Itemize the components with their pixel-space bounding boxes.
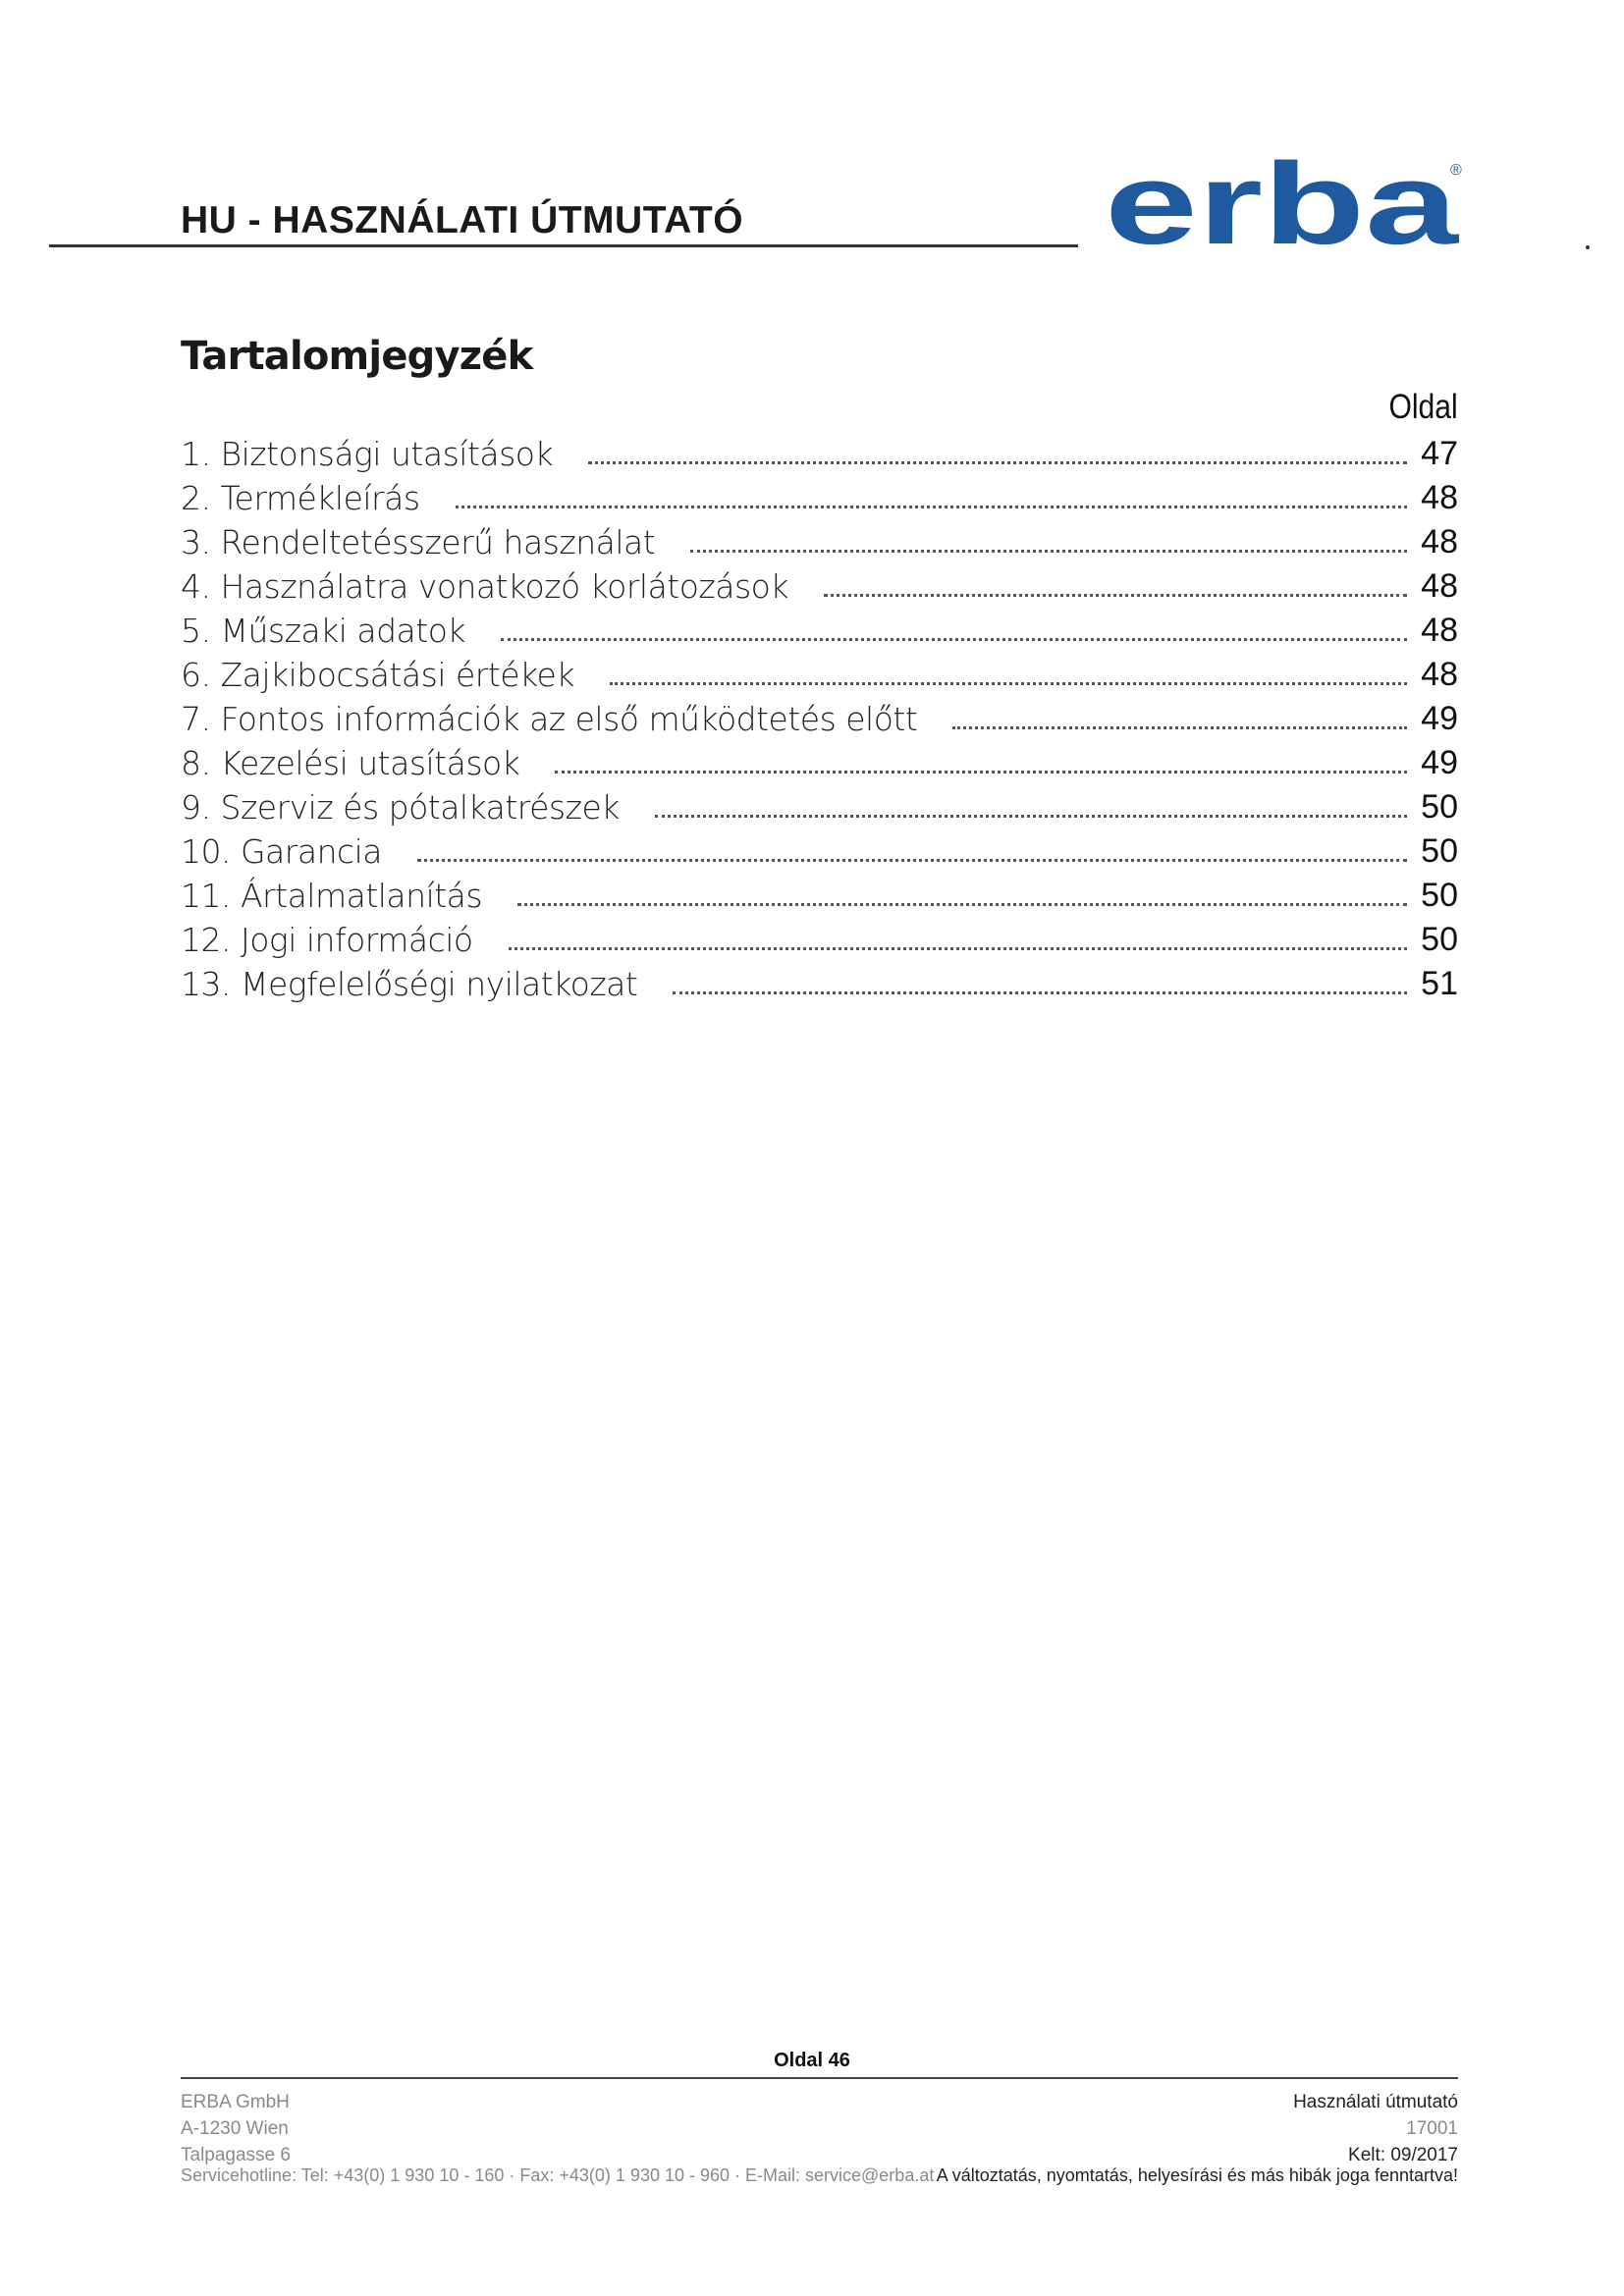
toc-entry-title: Szerviz és pótalkatrészek bbox=[220, 788, 620, 827]
document-title: HU - HASZNÁLATI ÚTMUTATÓ bbox=[181, 199, 744, 241]
dot-leader bbox=[501, 638, 1407, 641]
toc-entry-title: Rendeltetésszerű használat bbox=[220, 523, 656, 561]
toc-entry-text bbox=[181, 832, 382, 871]
disclaimer: A változtatás, nyomtatás, helyesírási és más hibák joga fenntartva! bbox=[936, 2165, 1458, 2185]
toc-entry-title: Garancia bbox=[240, 832, 383, 871]
doc-type: Használati útmutató bbox=[1293, 2092, 1458, 2112]
toc-entry-title: Fontos információk az első működtetés előtt bbox=[220, 700, 918, 738]
toc-entry-title: Ártalmatlanítás bbox=[240, 877, 483, 915]
toc-entry-page: 49 bbox=[1421, 700, 1458, 737]
toc-entry-title: Biztonsági utasítások bbox=[220, 435, 554, 473]
service-hotline: Servicehotline: Tel: +43(0) 1 930 10 - 160 · Fax: +43(0) 1 930 10 - 960 · E-Mail: service@erba.at bbox=[181, 2165, 935, 2185]
toc-entry-page: 49 bbox=[1421, 744, 1458, 781]
dot-leader bbox=[673, 991, 1407, 994]
toc-entry-number: 1. bbox=[181, 435, 211, 473]
toc-entry-page: 50 bbox=[1421, 832, 1458, 870]
toc-entry-text bbox=[181, 656, 574, 694]
toc-entry-page: 48 bbox=[1421, 656, 1458, 693]
toc-entry-text bbox=[181, 788, 620, 827]
toc-entry-number: 2. bbox=[181, 479, 211, 517]
toc-entry-page: 47 bbox=[1421, 435, 1458, 472]
toc-heading: Tartalomjegyzék bbox=[181, 334, 533, 379]
document-info bbox=[1293, 2089, 1458, 2168]
dot-leader bbox=[509, 947, 1408, 950]
dot-leader bbox=[417, 859, 1407, 862]
toc-entry bbox=[181, 782, 1458, 827]
toc-entry-page: 48 bbox=[1421, 567, 1458, 605]
toc-entry-title: Zajkibocsátási értékek bbox=[220, 656, 574, 694]
toc-entry bbox=[181, 429, 1458, 473]
toc-list bbox=[181, 429, 1458, 1003]
doc-number: 17001 bbox=[1406, 2118, 1458, 2139]
registered-mark: ® bbox=[1450, 162, 1462, 179]
erba-logo-text: erba bbox=[1105, 157, 1460, 255]
toc-entry-page: 48 bbox=[1421, 479, 1458, 516]
toc-entry-page: 50 bbox=[1421, 921, 1458, 958]
toc-entry-number: 12. bbox=[181, 921, 231, 959]
toc-entry-page: 48 bbox=[1421, 523, 1458, 561]
toc-entry-title: Műszaki adatok bbox=[220, 612, 466, 650]
toc-entry bbox=[181, 738, 1458, 782]
toc-entry-number: 4. bbox=[181, 567, 211, 606]
toc-entry bbox=[181, 694, 1458, 738]
toc-entry bbox=[181, 473, 1458, 517]
toc-entry-number: 7. bbox=[181, 700, 211, 738]
toc-entry-title: Termékleírás bbox=[220, 479, 420, 517]
toc-entry-number: 3. bbox=[181, 523, 211, 561]
doc-date: Kelt: 09/2017 bbox=[1348, 2145, 1458, 2165]
toc-entry-number: 9. bbox=[181, 788, 211, 827]
company-address bbox=[181, 2089, 291, 2168]
header-divider bbox=[49, 244, 1078, 247]
toc-entry-text bbox=[181, 965, 637, 1003]
toc-entry-text bbox=[181, 479, 420, 517]
toc-entry bbox=[181, 561, 1458, 606]
toc-entry-page: 50 bbox=[1421, 877, 1458, 914]
toc-entry-number: 13. bbox=[181, 965, 231, 1003]
dot-leader bbox=[655, 815, 1407, 818]
toc-entry-page: 51 bbox=[1421, 965, 1458, 1002]
toc-entry-title: Jogi információ bbox=[240, 921, 473, 959]
toc-entry-page: 50 bbox=[1421, 788, 1458, 826]
dot-leader bbox=[952, 726, 1407, 729]
toc-entry-title: Megfelelőségi nyilatkozat bbox=[240, 965, 638, 1003]
erba-logo bbox=[1105, 157, 1468, 255]
toc-entry bbox=[181, 871, 1458, 915]
company-city: A-1230 Wien bbox=[181, 2118, 289, 2139]
toc-entry-text bbox=[181, 567, 788, 606]
dot-leader bbox=[824, 594, 1407, 597]
toc-entry bbox=[181, 827, 1458, 871]
footer-divider bbox=[181, 2077, 1458, 2079]
stray-dot bbox=[1586, 245, 1590, 249]
toc-entry-text bbox=[181, 877, 482, 915]
toc-entry-number: 11. bbox=[181, 877, 231, 915]
company-name: ERBA GmbH bbox=[181, 2092, 290, 2112]
toc-entry bbox=[181, 517, 1458, 561]
company-street: Talpagasse 6 bbox=[181, 2145, 291, 2165]
toc-entry bbox=[181, 650, 1458, 694]
dot-leader bbox=[588, 461, 1407, 464]
toc-entry-text bbox=[181, 921, 473, 959]
toc-entry-page: 48 bbox=[1421, 612, 1458, 649]
toc-entry-title: Kezelési utasítások bbox=[220, 744, 520, 782]
page-number: Oldal 46 bbox=[774, 2050, 850, 2071]
dot-leader bbox=[690, 550, 1407, 553]
toc-entry bbox=[181, 959, 1458, 1003]
footer-bottom-line bbox=[181, 2165, 1458, 2186]
dot-leader bbox=[610, 682, 1407, 685]
toc-entry-text bbox=[181, 435, 553, 473]
toc-entry-text bbox=[181, 744, 519, 782]
toc-entry-title: Használatra vonatkozó korlátozások bbox=[220, 567, 788, 606]
toc-entry-number: 5. bbox=[181, 612, 211, 650]
toc-entry-text bbox=[181, 700, 917, 738]
toc-entry-text bbox=[181, 523, 655, 561]
toc-entry-number: 10. bbox=[181, 832, 231, 871]
dot-leader bbox=[517, 903, 1407, 906]
dot-leader bbox=[456, 506, 1408, 508]
toc-entry-number: 6. bbox=[181, 656, 211, 694]
dot-leader bbox=[555, 771, 1407, 774]
page-column-label: Oldal bbox=[1388, 388, 1458, 426]
toc-entry-number: 8. bbox=[181, 744, 211, 782]
toc-entry-text bbox=[181, 612, 465, 650]
toc-entry bbox=[181, 606, 1458, 650]
toc-entry bbox=[181, 915, 1458, 959]
